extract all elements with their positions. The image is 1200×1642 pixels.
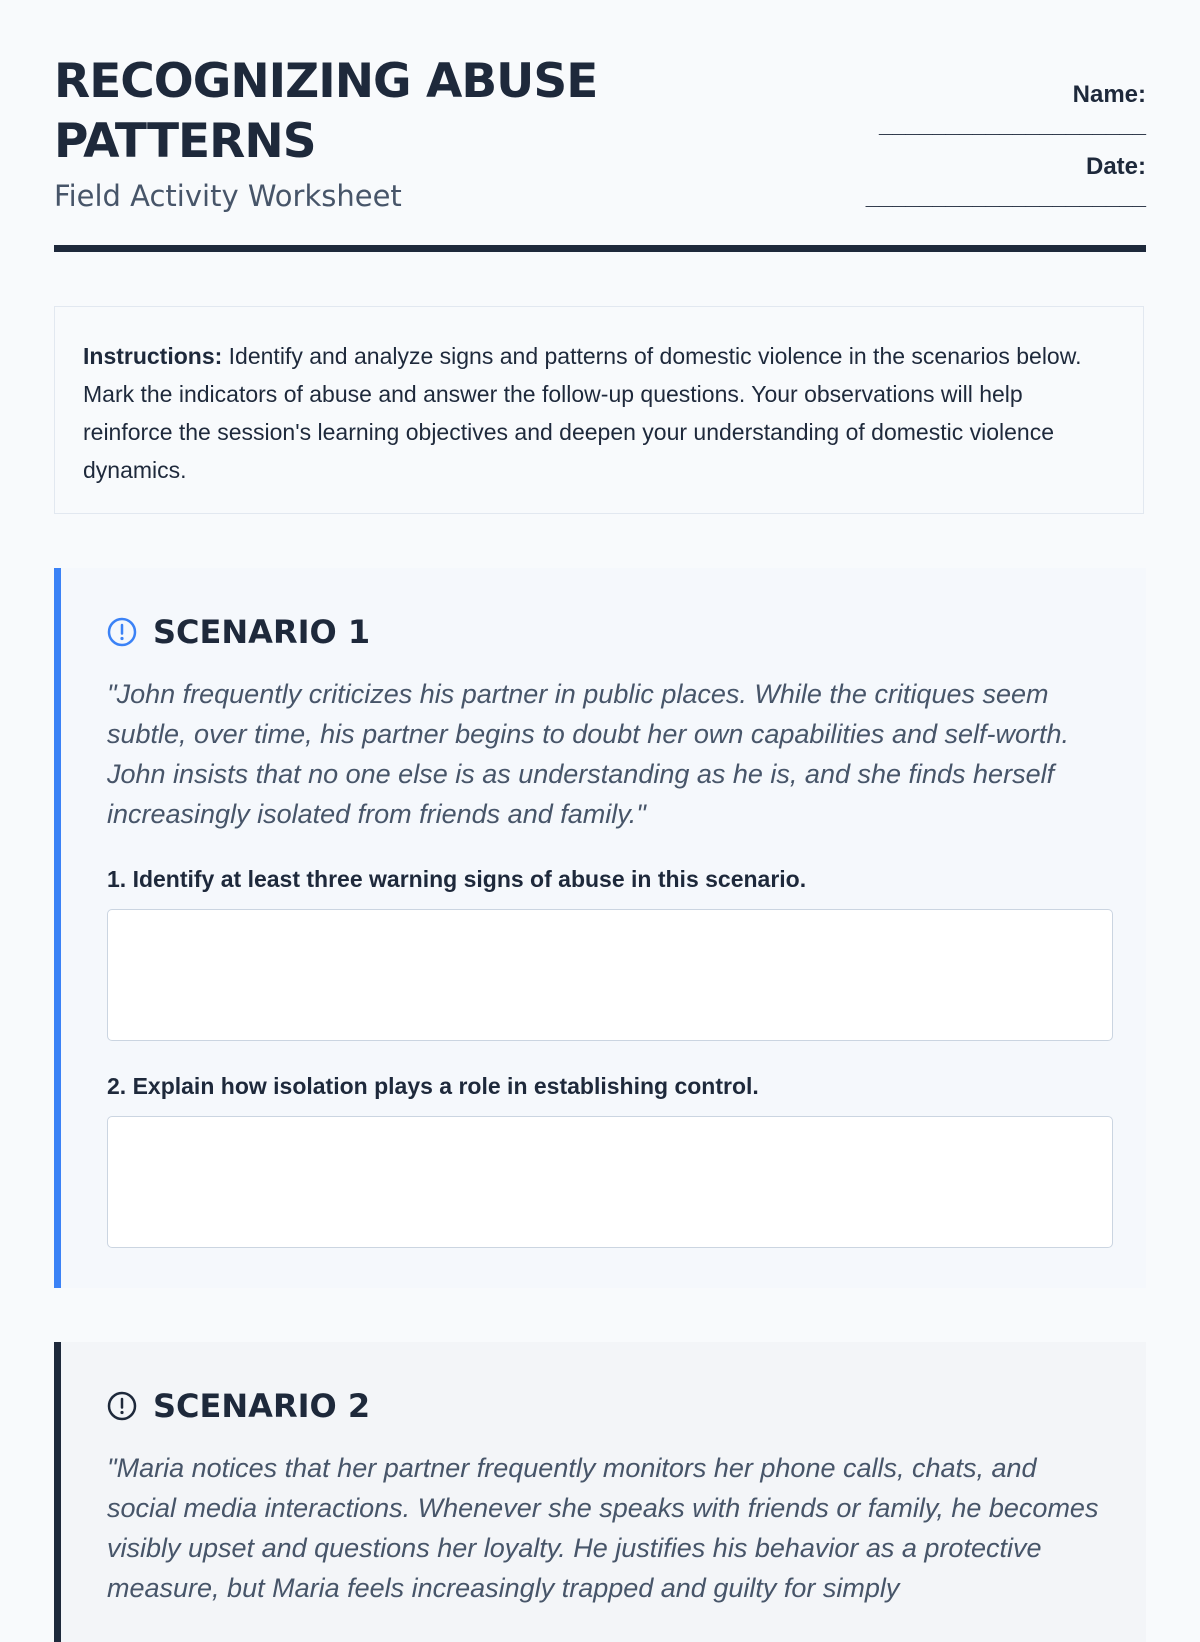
worksheet-header [54,0,1146,254]
scenario-card-2 [54,1342,1146,1642]
scenario-text: "John frequently criticizes his partner in public places. While the critiques seem subtle, over time, his partner begins to doubt her own capabilities and self-worth. John insists that no one else is as understanding as he is, and she finds herself increasingly isolated from friends and family." [107,679,1070,829]
instructions-label: Instructions: [83,343,223,369]
page-subtitle: Field Activity Worksheet [54,179,402,213]
instructions-text: Identify and analyze signs and patterns of domestic violence in the scenarios below. Mark the indicators of abuse and answer the follow-up questions. Your observations will help reinforce the session's learning objectives and deepen your understanding of domestic violence dynamics. [83,343,1082,483]
page-title: RECOGNIZING ABUSE PATTERNS [54,54,598,169]
scenario-title: SCENARIO 1 [153,613,371,651]
header-divider [54,245,1146,252]
scenario-title: SCENARIO 2 [153,1387,371,1425]
worksheet-page [54,0,1146,1603]
scenario-header [107,1386,370,1426]
name-date-fields [866,80,1146,224]
name-label: Name: [1072,81,1146,108]
date-field[interactable]: _____________________ [865,183,1146,210]
scenario-card-1 [54,568,1146,1288]
answer-box[interactable] [107,1116,1113,1248]
alert-circle-icon [107,617,137,647]
instructions-box [54,306,1144,514]
question-label: 1. Identify at least three warning signs of abuse in this scenario. [107,866,807,892]
date-label: Date: [1085,153,1146,180]
scenario-header [107,612,370,652]
question-label: 2. Explain how isolation plays a role in establishing control. [107,1073,759,1099]
answer-box[interactable] [107,909,1113,1041]
name-field[interactable]: ____________________ [879,111,1146,138]
scenario-text: "Maria notices that her partner frequently monitors her phone calls, chats, and social media interactions. Whenever she speaks with friends or family, he becomes visibly upset and questions her loyalty. He justifies his behavior as a protective measure, but Maria feels increasingly trapped and guilty for simply [107,1453,1099,1603]
alert-circle-icon [107,1391,137,1421]
